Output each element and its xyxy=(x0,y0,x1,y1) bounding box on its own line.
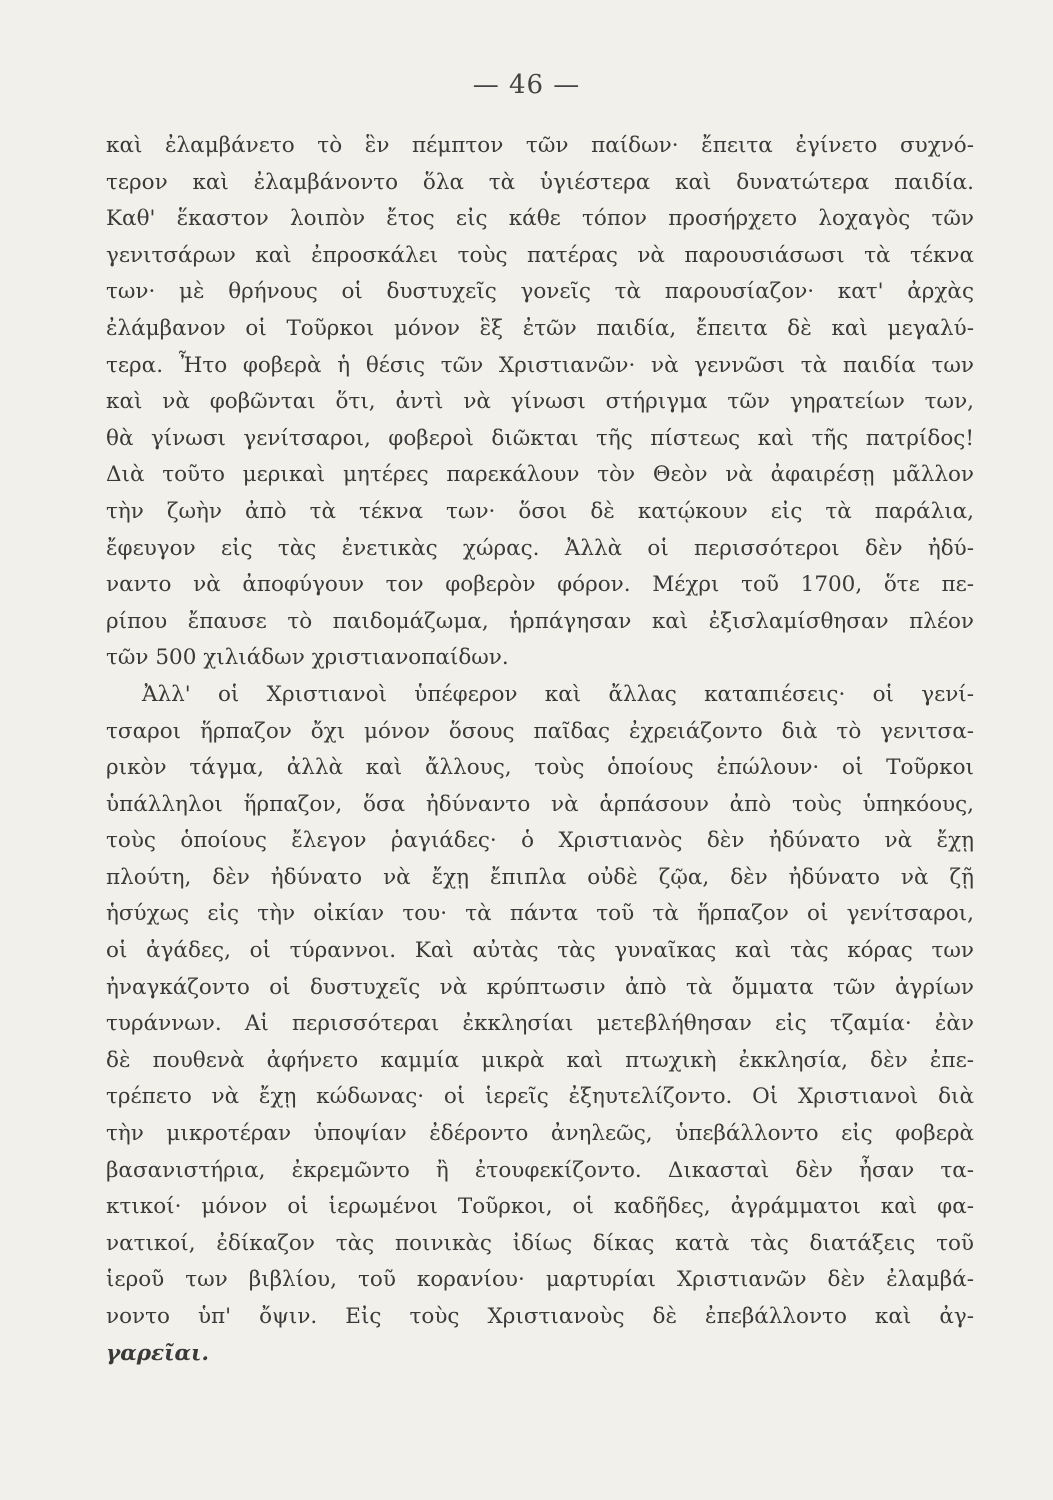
text-line: τὴν μικροτέραν ὑποψίαν ἐδέροντο ἀνηλεῶς, ὑπεβάλλοντο εἰς φοβερὰ xyxy=(106,1121,974,1147)
text-line: οἱ ἀγάδες, οἱ τύραννοι. Καὶ αὐτὰς τὰς γυναῖκας καὶ τὰς κόρας των xyxy=(106,938,974,964)
text-line: ἡσύχως εἰς τὴν οἰκίαν του· τὰ πάντα τοῦ τὰ ἥρπαζον οἱ γενίτσαροι, xyxy=(106,901,974,927)
text-line: τρέπετο νὰ ἔχῃ κώδωνας· οἱ ἱερεῖς ἐξηυτελίζοντο. Οἱ Χριστιανοὶ διὰ xyxy=(106,1084,974,1110)
text-line: ὑπάλληλοι ἥρπαζον, ὅσα ἠδύναντο νὰ ἁρπάσουν ἀπὸ τοὺς ὑπηκόους, xyxy=(106,791,974,817)
text-line: τὴν ζωὴν ἀπὸ τὰ τέκνα των· ὅσοι δὲ κατῴκουν εἰς τὰ παράλια, xyxy=(106,498,974,524)
text-line: τερα. Ἦτο φοβερὰ ἡ θέσις τῶν Χριστιανῶν· νὰ γεννῶσι τὰ παιδία των xyxy=(106,352,974,378)
text-line: Διὰ τοῦτο μερικαὶ μητέρες παρεκάλουν τὸν Θεὸν νὰ ἀφαιρέσῃ μᾶλλον xyxy=(106,462,974,488)
text-line: τυράννων. Αἱ περισσότεραι ἐκκλησίαι μετεβλήθησαν εἰς τζαμία· ἐὰν xyxy=(106,1011,974,1037)
text-line: ἠναγκάζοντο οἱ δυστυχεῖς νὰ κρύπτωσιν ἀπὸ τὰ ὄμματα τῶν ἀγρίων xyxy=(106,974,974,1000)
text-line: Καθ' ἕκαστον λοιπὸν ἔτος εἰς κάθε τόπον προσήρχετο λοχαγὸς τῶν xyxy=(106,206,974,232)
text-line: ἐλάμβανον οἱ Τοῦρκοι μόνον ἓξ ἐτῶν παιδία, ἔπειτα δὲ καὶ μεγαλύ- xyxy=(106,315,974,341)
text-line: δὲ πουθενὰ ἀφήνετο καμμία μικρὰ καὶ πτωχικὴ ἐκκλησία, δὲν ἐπε- xyxy=(106,1047,974,1073)
text-line: κτικοί· μόνον οἱ ἱερωμένοι Τοῦρκοι, οἱ καδῆδες, ἀγράμματοι καὶ φα- xyxy=(106,1194,974,1220)
text-line: τῶν 500 χιλιάδων χριστιανοπαίδων. xyxy=(106,645,509,671)
text-line: ρικὸν τάγμα, ἀλλὰ καὶ ἄλλους, τοὺς ὁποίους ἐπώλουν· οἱ Τοῦρκοι xyxy=(106,755,974,781)
text-line: ναντο νὰ ἀποφύγουν τον φοβερὸν φόρον. Μέχρι τοῦ 1700, ὅτε πε- xyxy=(106,572,974,598)
text-line: τσαροι ἥρπαζον ὄχι μόνον ὅσους παῖδας ἐχρειάζοντο διὰ τὸ γενιτσα- xyxy=(106,718,974,744)
text-line: ρίπου ἔπαυσε τὸ παιδομάζωμα, ἡρπάγησαν καὶ ἐξισλαμίσθησαν πλέον xyxy=(106,608,974,634)
text-line: ἔφευγον εἰς τὰς ἐνετικὰς χώρας. Ἀλλὰ οἱ περισσότεροι δὲν ἠδύ- xyxy=(106,535,974,561)
text-line: πλούτη, δὲν ἠδύνατο νὰ ἔχῃ ἔπιπλα οὐδὲ ζῷα, δὲν ἠδύνατο νὰ ζῇ xyxy=(106,864,974,890)
text-line: τερον καὶ ἐλαμβάνοντο ὅλα τὰ ὑγιέστερα καὶ δυνατώτερα παιδία. xyxy=(106,169,974,195)
page-number: — 46 — xyxy=(472,70,581,100)
text-line: καὶ νὰ φοβῶνται ὅτι, ἀντὶ νὰ γίνωσι στήριγμα τῶν γηρατείων των, xyxy=(106,389,974,415)
text-line: νατικοί, ἐδίκαζον τὰς ποινικὰς ἰδίως δίκας κατὰ τὰς διατάξεις τοῦ xyxy=(106,1230,974,1256)
text-line: καὶ ἐλαμβάνετο τὸ ἓν πέμπτον τῶν παίδων· ἔπειτα ἐγίνετο συχνό- xyxy=(106,133,974,158)
text-line: θὰ γίνωσι γενίτσαροι, φοβεροὶ διῶκται τῆς πίστεως καὶ τῆς πατρίδος! xyxy=(106,425,974,451)
text-line: βασανιστήρια, ἐκρεμῶντο ἢ ἐτουφεκίζοντο. Δικασταὶ δὲν ἦσαν τα- xyxy=(106,1157,974,1183)
text-line: Ἀλλ' οἱ Χριστιανοὶ ὑπέφερον καὶ ἄλλας καταπιέσεις· οἱ γενί- xyxy=(142,681,974,707)
body-text xyxy=(106,128,974,1372)
text-line: των· μὲ θρήνους οἱ δυστυχεῖς γονεῖς τὰ παρουσίαζον· κατ' ἀρχὰς xyxy=(106,279,974,305)
text-line: ἱεροῦ των βιβλίου, τοῦ κορανίου· μαρτυρίαι Χριστιανῶν δὲν ἐλαμβά- xyxy=(106,1267,974,1293)
text-line: τοὺς ὁποίους ἔλεγον ῥαγιάδες· ὁ Χριστιανὸς δὲν ἠδύνατο νὰ ἔχῃ xyxy=(106,828,974,854)
text-line: γενιτσάρων καὶ ἐπροσκάλει τοὺς πατέρας νὰ παρουσιάσωσι τὰ τέκνα xyxy=(106,242,974,268)
text-line: γαρεῖαι. xyxy=(106,1340,209,1366)
text-line: νοντο ὑπ' ὄψιν. Εἰς τοὺς Χριστιανοὺς δὲ ἐπεβάλλοντο καὶ ἀγ- xyxy=(106,1304,974,1329)
